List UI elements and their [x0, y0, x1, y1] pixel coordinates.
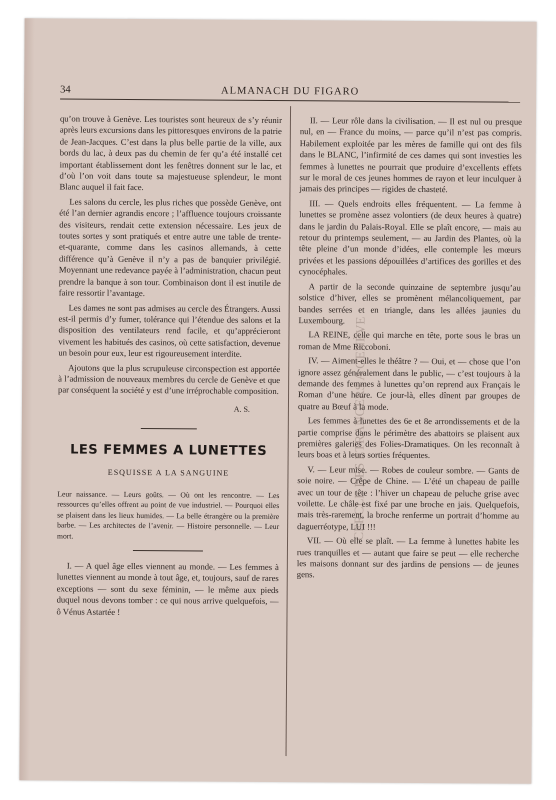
column-divider: [286, 106, 292, 756]
section-text: II. — Leur rôle dans la civilisation. — Il est nul ou presque nul, en — France du moins, — parce qu’il n’est pas compris. Habilement exploitée par les mères de famille qui ont des fils dans le BLANC, l’infirmité de ces dames qui sont investies les femmes à lunettes ne pourrait que produire d’excellents effets sur le moral de ces jeunes hommes de rayon et leur inculquer à jamais des principes — rigides de chasteté.: [299, 115, 522, 195]
short-rule: [133, 550, 203, 551]
section-text: I. — A quel âge elles viennent au monde. — Les femmes à lunettes viennent au monde à tout âge, et, toujours, sauf de rares exceptions — sont du sexe féminin, — le même aux pieds duquel nous devons tomber : ce qui nous arrive quelquefois, — ô Vénus Astartée !: [56, 560, 279, 617]
left-column: [56, 113, 282, 622]
article-subtitle: ESQUISSE A LA SANGUINE: [107, 467, 230, 478]
page-number: 34: [60, 84, 71, 96]
author-signature: A. S.: [233, 404, 250, 414]
article-summary: Leur naissance. — Leurs goûts. — Où ont les rencontre. — Les ressources qu’elles offrent au point de vue industriel. — Pourquoi elles se plaisent dans les lieux humides. — La belle étrangère ou la première barbe. — Les architectes de l’avenir. — Histoire personnelle. — Leur mort.: [57, 489, 280, 541]
section-rule: [141, 428, 197, 429]
section-text: IV. — Aiment-elles le théâtre ? — Oui, et — chose que l’on ignore assez généralement dans le public, — c’est toujours à la demande des femmes à lunettes qu’on reprend aux Français le Roman d’une heure. Ce jour-là, elles dînent par groupes de quatre au Bœuf à la mode.: [297, 355, 521, 412]
paragraph: qu’on trouve à Genève. Les touristes sont heureux de s’y réunir après leurs excursions dans les pittoresques environs de la patrie de Jean-Jacques. C’est dans la plus belle partie de la ville, aux bords du lac, à deux pas du chemin de fer qu’a été installé cet important établissement dont les fenêtres donnent sur le lac, et d’où l’on voit dans toute sa majestueuse splendeur, le mont Blanc auquel il fait face.: [59, 113, 282, 193]
paragraph: LA REINE, celle qui marche en tête, porte sous le bras un roman de Mme Riccoboni.: [298, 329, 521, 352]
publication-title: ALMANACH DU FIGARO: [221, 85, 360, 98]
paragraph: Les femmes à lunettes des 6e et 8e arrondissements et de la partie comprise dans le périmètre des abattoirs se plaisent aux premières galeries des Folies-Dramatiques. On les reconnaît à leurs boas et à leurs sorties fréquentes.: [297, 415, 520, 461]
paragraph: A partir de la seconde quinzaine de septembre jusqu’au solstice d’hiver, elles se promènent mélancoliquement, par bandes serrées et en triangle, dans les allées jaunies du Luxembourg.: [298, 280, 521, 326]
paragraph: Ajoutons que la plus scrupuleuse circonspection est apportée à l’admission de nouveaux membres du cercle de Genève et que par conséquent la société y est d’une irréprochable composition.: [58, 362, 281, 397]
paragraph: Les salons du cercle, les plus riches que possède Genève, ont été l’an dernier agrandis encore ; l’affluence toujours croissante des visiteurs, rendait cette extension nécessaire. Les jeux de toutes sortes y sont pratiqués et entre autre une table de trente-et-quarante, comme dans les casinos allemands, à cette différence qu’à Genève il n’y a pas de banquier privilégié. Moyennant une redevance payée à l’administration, chacun peut prendre la banque à son tour. Combinaison dont il est inutile de faire ressortir l’avantage.: [58, 196, 282, 299]
newspaper-page: [19, 18, 536, 784]
right-column: [297, 115, 522, 585]
running-header: [60, 78, 520, 102]
section-text: VII. — Où elle se plaît. — La femme à lunettes habite les rues tranquilles et — autant que faire se peut — elle recherche les maisons donnant sur des jardins de pensions — de jeunes gens.: [296, 535, 520, 580]
show-through-text: CERCLE DES ÉTRANGERS A GENÈVE: [351, 316, 368, 541]
article-title: LES FEMMES A LUNETTES: [70, 442, 268, 460]
section-text: III. — Quels endroits elles fréquentent. — La femme à lunettes se promène assez volontiers (de deux heures à quatre) dans le jardin du Palais-Royal. Elle se plaît encore, — mais au retour du printemps seulement, — au Jardin des Plantes, où la tête pleine d’un monde d’idées, elle contemple les mœurs privées et les passions dépouillées d’artifices des gorilles et des cynocéphales.: [298, 198, 522, 277]
section-text: V. — Leur mise. — Robes de couleur sombre. — Gants de soie noire. — Crêpe de Chine. — L’été un chapeau de paille avec un tour de tête : l’hiver un chapeau de peluche grise avec voilette. Le châle est fixé par une broche en jais. Quelquefois, mais très-rarement, la broche renferme un portrait d’homme au daguerréotype, LUI !!!: [297, 463, 520, 532]
paragraph: Les dames ne sont pas admises au cercle des Étrangers. Aussi est-il permis d’y fumer, tolérance qui l’étendue des salons et la disposition des ventilateurs rend facile, et qu’apprécieront vivement les habitués des casinos, où cette satisfaction, devenue un besoin pour eux, leur est rigoureusement interdite.: [58, 302, 281, 359]
